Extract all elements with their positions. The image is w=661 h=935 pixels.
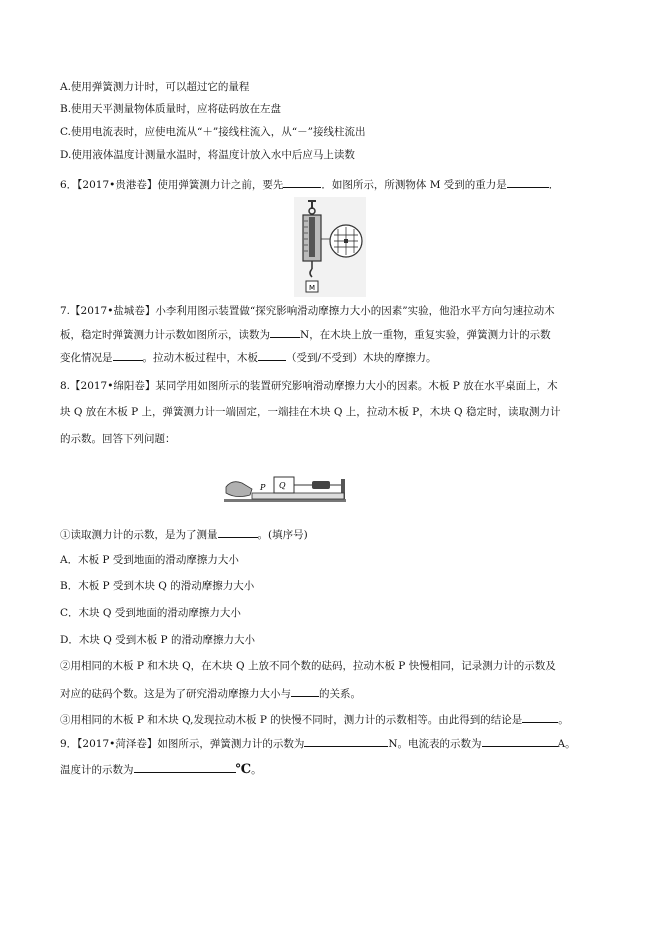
q9-blank-2 — [482, 736, 558, 747]
q8-blank-3 — [522, 712, 558, 723]
q9-line2-part1: 温度计的示数为 — [60, 764, 134, 776]
q8-sub2-part2: 的关系。 — [319, 688, 361, 700]
q6-blank-2 — [507, 177, 549, 188]
q8-sub3 — [60, 712, 569, 727]
q7-line1: 7.【2017•盐城卷】小李利用图示装置做“探究影响滑动摩擦力大小的因素”实验，他沿水平方向匀速拉动木 — [60, 305, 555, 317]
option-c: C.使用电流表时，应使电流从“＋”接线柱流入，从“－”接线柱流出 — [60, 126, 366, 138]
q8-sub2-line1: ②用相同的木板 P 和木块 Q，在木块 Q 上放不同个数的砝码，拉动木板 P 快慢相同，记录测力计的示数及 — [60, 660, 556, 672]
q9-line1-part1: 9．【2017•菏泽卷】如图所示，弹簧测力计的示数为 — [60, 738, 305, 750]
q7-line2-part2: N，在木块上放一重物，重复实验，弹簧测力计的示数 — [300, 329, 551, 341]
figure-label-p: P — [260, 483, 266, 492]
q8-sub3-part2: 。 — [558, 714, 569, 726]
q9-line2-part3: 。 — [251, 764, 262, 776]
q8-sub2-line2 — [60, 686, 361, 701]
q7-blank-1 — [270, 327, 300, 338]
q6-text-part2: ．如图所示，所测物体 M 受到的重力是 — [321, 179, 507, 191]
q6-text — [60, 177, 559, 192]
q7-blank-3 — [258, 350, 286, 361]
q7-line3-part1: 变化情况是 — [60, 352, 113, 364]
q9-line1 — [60, 736, 576, 751]
q8-line2: 块 Q 放在木板 P 上，弹簧测力计一端固定，一端挂在木块 Q 上，拉动木板 P，木块 Q 稳定时，读取测力计 — [60, 406, 561, 418]
q9-line1-part3: A。 — [557, 738, 576, 750]
q8-blank-1 — [218, 527, 258, 538]
q8-line1: 8.【2017•绵阳卷】某同学用如图所示的装置研究影响滑动摩擦力大小的因素。木板 P 放在水平桌面上，木 — [60, 380, 558, 392]
q7-line2 — [60, 327, 551, 342]
q7-line3 — [60, 350, 437, 365]
q6-text-part3: ． — [548, 179, 560, 191]
spring-scale-figure — [294, 197, 366, 297]
q6-text-part1: 6．【2017•贵港卷】使用弹簧测力计之前，要先 — [60, 179, 284, 191]
q9-celsius-unit: ℃ — [235, 762, 252, 777]
q8-sub1-part2: 。(填序号) — [257, 529, 308, 541]
q7-blank-2 — [113, 350, 143, 361]
friction-apparatus-figure — [224, 473, 346, 505]
q7-line3-part3: （受到/不受到）木块的摩擦力。 — [286, 352, 437, 364]
option-a: A.使用弹簧测力计时，可以超过它的量程 — [60, 81, 250, 93]
q8-sub2-part1: 对应的砝码个数。这是为了研究滑动摩擦力大小与 — [60, 688, 291, 700]
q8-option-a: A．木板 P 受到地面的滑动摩擦力大小 — [60, 554, 239, 566]
q9-line2 — [60, 762, 262, 777]
q6-blank-1 — [283, 177, 321, 188]
q7-line3-part2: 。拉动木板过程中，木板 — [142, 352, 258, 364]
q9-blank-1 — [304, 736, 388, 747]
option-d: D.使用液体温度计测量水温时，将温度计放入水中后应马上读数 — [60, 149, 355, 161]
q8-option-c: C．木块 Q 受到地面的滑动摩擦力大小 — [60, 607, 241, 619]
figure-label-q: Q — [279, 481, 286, 490]
figure-label-m: M — [308, 284, 316, 292]
q8-sub1 — [60, 527, 308, 542]
option-b: B.使用天平测量物体质量时，应将砝码放在左盘 — [60, 103, 282, 115]
q7-line2-part1: 板，稳定时弹簧测力计示数如图所示，读数为 — [60, 329, 270, 341]
q8-option-b: B．木板 P 受到木块 Q 的滑动摩擦力大小 — [60, 580, 255, 592]
q8-blank-2 — [291, 686, 319, 697]
q9-line1-part2: N。电流表的示数为 — [388, 738, 482, 750]
q9-blank-3 — [134, 762, 236, 773]
q8-sub3-part1: ③用相同的木板 P 和木块 Q,发现拉动木板 P 的快慢不同时，测力计的示数相等。由此得到的结论是 — [60, 714, 523, 726]
q8-line3: 的示数。回答下列问题： — [60, 433, 176, 445]
q8-option-d: D．木块 Q 受到木板 P 的滑动摩擦力大小 — [60, 634, 255, 646]
q8-sub1-part1: ①读取测力计的示数，是为了测量 — [60, 529, 218, 541]
